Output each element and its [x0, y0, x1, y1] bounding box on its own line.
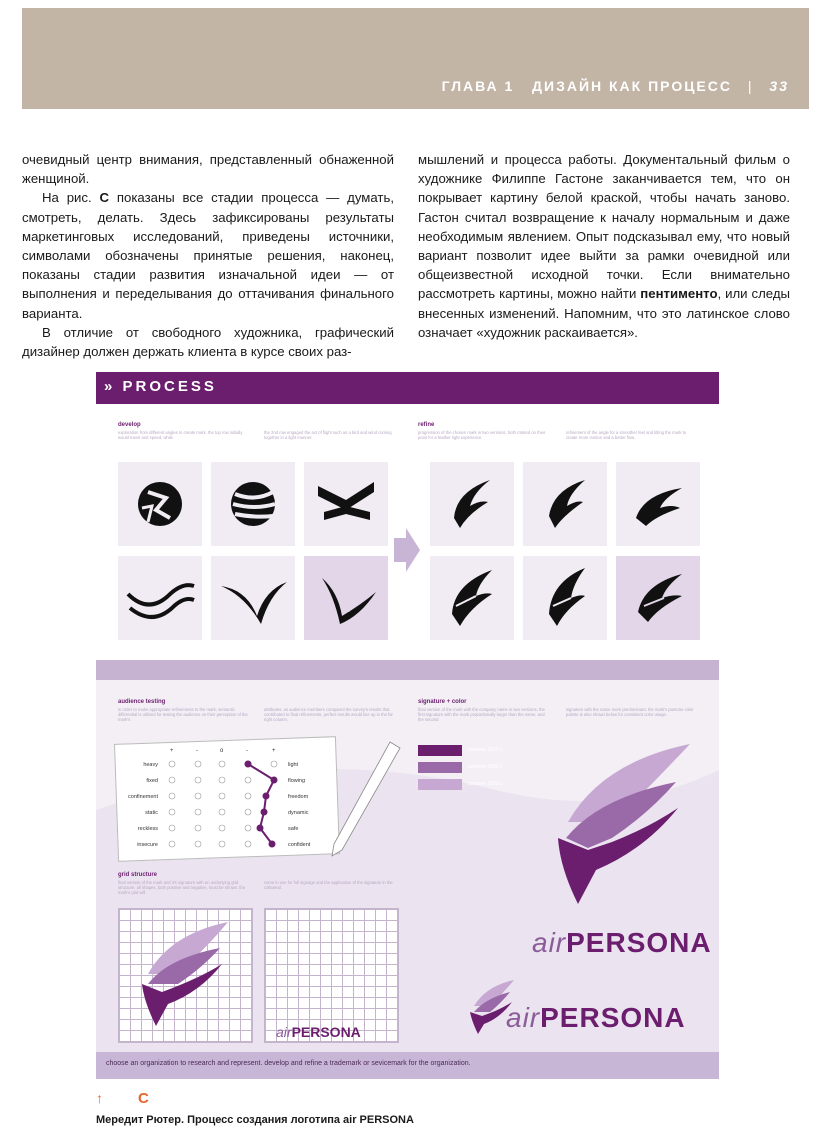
text-column-left: [22, 150, 394, 361]
survey-right-term: light: [288, 762, 299, 768]
refine-tile: [430, 462, 514, 546]
pantone-swatch-3: [418, 779, 462, 790]
pantone-label: pantone 2582 c: [468, 764, 503, 770]
header-separator: |: [747, 78, 754, 94]
paragraph: В отличие от свободного художника, графический дизайнер должен держать клиента в курсе своих раз-: [22, 324, 394, 360]
grid-description: final version of the mark and it's signature with an underlying grid structure. all shapes, both positive and negative, must be shown. the mark's grid will: [118, 880, 246, 895]
assignment-band: choose an organization to research and represent. develop and refine a trademark or sevicemark for the organization.: [96, 1052, 719, 1079]
airpersona-logo-mark-icon: [548, 738, 708, 908]
survey-left-term: confinement: [128, 794, 158, 800]
grid-logo-mark-icon: [136, 918, 236, 1028]
survey-left-term: heavy: [143, 762, 158, 768]
paragraph: На рис. C показаны все стадии процесса — думать, смотреть, делать. Здесь зафиксированы результаты маркетинговых исследований, приведены источники, символами обозначены принятые решения, наконец, показаны стадии развития изначальной идеи — от выполнения и переделывания до оттачивания финального варианта.: [22, 190, 394, 321]
refine-tile: [523, 462, 607, 546]
feather-mark-final-icon: [616, 556, 700, 640]
grid-description-2: come in use for full signage and the application of the signature in the collateral.: [264, 880, 393, 890]
pantone-label: pantone 2623 c: [468, 747, 503, 753]
audience-description: in order to make appropriate refinements to the mark, semantic differential is utilized for testing the audience on their perception of the mark's: [118, 707, 248, 722]
caption-arrow-icon: ↑: [96, 1090, 103, 1106]
develop-description-2: the 2nd row engaged the act of flight such as a bird and wind coming together in a light manner.: [264, 430, 392, 440]
text-column-right: [418, 150, 790, 342]
survey-right-term: freedom: [288, 794, 309, 800]
sketch-bird-icon: [211, 556, 295, 640]
grid-brand-signature: airPERSONA: [276, 1024, 361, 1040]
sketch-tile-selected: [304, 556, 388, 640]
refine-tile: [616, 462, 700, 546]
survey-right-term: confident: [288, 842, 311, 848]
running-head: [442, 78, 789, 94]
survey-left-term: static: [145, 810, 158, 816]
survey-header: +: [170, 748, 174, 754]
sketch-globe-icon: [118, 462, 202, 546]
term-pentimento: пентименто: [640, 286, 718, 302]
feather-mark-icon: [430, 462, 514, 546]
pantone-swatch-1: [418, 745, 462, 756]
refine-tile: [523, 556, 607, 640]
survey-header: -: [246, 748, 248, 754]
feather-mark-icon: [430, 556, 514, 640]
caption-letter: C: [138, 1090, 149, 1107]
sketch-wing-icon: [211, 462, 295, 546]
signature-description: final version of the mark with the company name in two versions. the first signature with the mark proportionally larger than the name, and the second: [418, 707, 545, 722]
sketch-tile: [118, 556, 202, 640]
paragraph: мышлений и процесса работы. Документальный фильм о художнике Филиппе Гастоне заканчивается тем, что он покрывает картину белой краской, чтобы начать заново. Гастон считал возвращение к началу нормальным и даже необходимым явлением. Опыт подсказывал ему, что новый вариант позволит идее выйти за рамки очевидной или общеизвестной исходной точки. Если внимательно рассмотреть картины, можно найти пентименто, или следы внесенных изменений. Напомним, что это латинское слово означает «художник раскаивается».: [418, 152, 790, 340]
grid-signature: [264, 908, 399, 1043]
figure-caption: Мередит Рютер. Процесс создания логотипа air PERSONA: [96, 1114, 414, 1126]
chapter-label: ГЛАВА 1: [441, 78, 515, 94]
feather-mark-icon: [616, 462, 700, 546]
sketch-tile: [304, 462, 388, 546]
survey-right-term: safe: [288, 826, 299, 832]
figure-ref: C: [99, 190, 110, 206]
survey-left-term: reckless: [137, 826, 158, 832]
survey-header: -: [196, 748, 198, 754]
pantone-swatch-2: [418, 762, 462, 773]
chapter-title: ДИЗАЙН КАК ПРОЦЕСС: [532, 78, 732, 94]
survey-left-term: insecure: [137, 842, 158, 848]
feather-mark-icon: [523, 462, 607, 546]
develop-description: exploration from different angles to create mark. the top row initially would travel and speed, while: [118, 430, 243, 440]
progress-arrow-icon: [392, 528, 422, 572]
survey-graphic: [116, 742, 346, 858]
sketch-speed-icon: [304, 462, 388, 546]
survey-header: +: [272, 748, 276, 754]
brand-signature-alt: airPERSONA: [506, 1002, 686, 1033]
grid-label: grid structure: [118, 872, 158, 878]
pen-icon: [328, 738, 404, 862]
signature-label: signature + color: [418, 699, 467, 705]
section-divider: [96, 660, 719, 680]
survey-right-term: flowing: [288, 778, 306, 784]
paragraph: очевидный центр внимания, представленный обнаженной женщиной.: [22, 152, 394, 187]
brand-signature-large: airPERSONA: [532, 927, 712, 958]
page-number: 33: [769, 78, 789, 94]
survey-right-term: dynamic: [288, 810, 309, 816]
page-header: [22, 8, 809, 109]
audience-label: audience testing: [118, 699, 166, 705]
process-figure: [96, 372, 719, 1079]
pantone-label: pantone 2563 c: [468, 781, 503, 787]
survey-header: o: [220, 748, 224, 754]
refine-description: progression of the chosen mark in two versions, both rotated on their point for a feather light experience.: [418, 430, 546, 440]
sketch-swoosh-icon: [118, 556, 202, 640]
sketch-tile: [211, 556, 295, 640]
audience-description-2: attributes. as audience members compared the survey's results that contributed to final refinements, perfect results would line up in the far right column.: [264, 707, 393, 722]
sketch-tile: [118, 462, 202, 546]
develop-label: develop: [118, 422, 141, 428]
signature-description-2: signature with the name more predominant. the mark's pantone color palette is also shown below for consistent color usage.: [566, 707, 694, 717]
sketch-tile: [211, 462, 295, 546]
feather-mark-icon: [523, 556, 607, 640]
refine-description-2: refinement of the angle for a smoother feel and tilting the mark to create more motion and a better flow.: [566, 430, 687, 440]
sketch-feather-icon: [304, 556, 388, 640]
refine-tile-selected: [616, 556, 700, 640]
refine-label: refine: [418, 422, 435, 428]
process-banner: » PROCESS: [96, 372, 719, 404]
refine-tile: [430, 556, 514, 640]
survey-left-term: fixed: [146, 778, 158, 784]
